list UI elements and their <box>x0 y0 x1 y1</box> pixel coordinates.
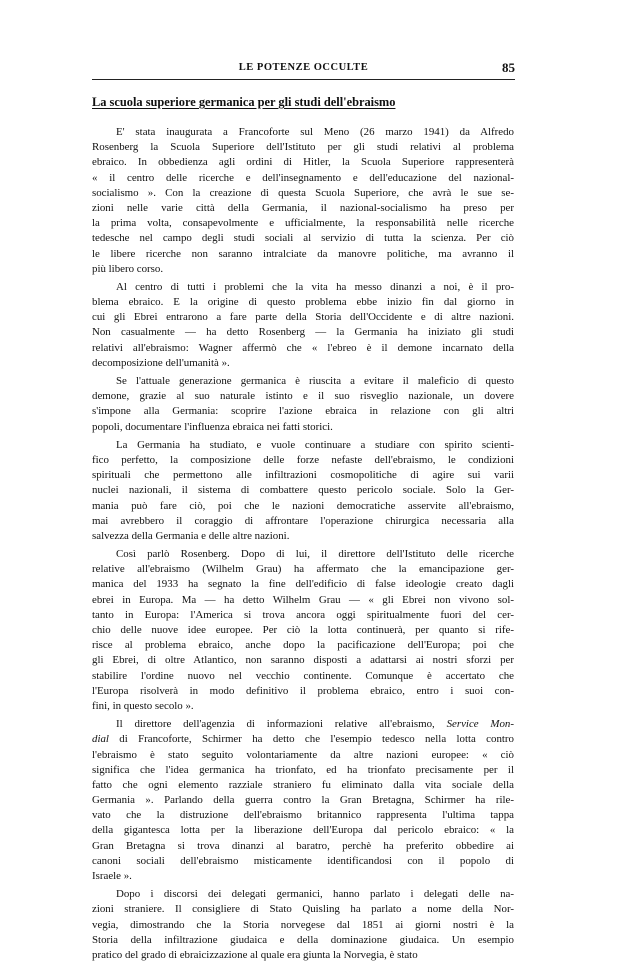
paragraph <box>92 280 514 371</box>
text-line: pratico del grado di ebraicizzazione al quale era giunta la Norvegia, è stato <box>92 948 418 961</box>
paragraph <box>92 547 514 714</box>
text-line: gli Ebrei, di oltre Atlantico, non saranno disposti a adattarsi ai nostri sforzi per <box>92 654 514 667</box>
text-line: demone, grazie al suo naturale istinto e il suo risveglio nazionale, un dovere <box>92 390 514 403</box>
text-line: ebrei in Europa. Ma — ha detto Wilhelm Grau — « gli Ebrei non vivono sol- <box>92 593 514 606</box>
text-line: manica del 1933 ha segnato la fine dell'edificio di false ideologie creato dagli <box>92 578 514 591</box>
text-line: ebraico. In obbedienza agli ordini di Hitler, la Scuola Superiore rappresenterà <box>92 156 514 169</box>
paragraph <box>92 374 514 435</box>
text-line: tanto in Europa: l'America si trova ancora oggi spiritualmente fuori del cer- <box>92 608 514 621</box>
text-line: Dopo i discorsi dei delegati germanici, hanno parlato i delegati delle na- <box>116 888 514 901</box>
text-line: Gran Bretagna si trova dinanzi al baratro, perchè ha preferito obbedire ai <box>92 839 514 852</box>
text-line: la prima volta, consapevolmente e ufficialmente, la responsabilità nelle ricerche <box>92 217 514 230</box>
text-line: Rosenberg la Scuola Superiore dell'Istituto per gli studi relativi al problema <box>92 141 514 154</box>
text-line: nuclei nazionali, il sistema di combattere questo pericolo sociale. Solo la Ger- <box>92 484 514 497</box>
text-line: Il direttore dell'agenzia di informazioni relative all'ebraismo, Service Mon- <box>116 718 514 731</box>
text-line: tedesche nel campo degli studi sociali al servizio di tutta la scienza. Per ciò <box>92 232 514 245</box>
text-line: le libere ricerche non saranno intralciate da manovre politiche, ma avranno il <box>92 247 514 260</box>
text-line: risce al problema ebraico, anche dopo la pacificazione dell'Europa; poi che <box>92 639 514 652</box>
text-line: E' stata inaugurata a Francoforte sul Meno (26 marzo 1941) da Alfredo <box>116 126 514 138</box>
text-line: « il centro delle ricerche e dell'insegnamento e dell'educazione del nazional- <box>92 171 514 184</box>
text-line: della gigantesca lotta per la liberazione dell'Europa dal pericolo ebraico: « la <box>92 824 514 837</box>
paragraph <box>92 438 514 544</box>
text-line: spirituali che permettono alle infiltrazioni cosmopolitiche di agire sui varii <box>92 469 514 482</box>
text-line: Così parlò Rosenberg. Dopo di lui, il direttore dell'Istituto delle ricerche <box>116 548 514 561</box>
running-title: LE POTENZE OCCULTE <box>238 62 369 73</box>
text-line: mai avrebbero il coraggio di affrontare l'operazione chirurgica necessaria alla <box>92 514 514 527</box>
text-line: significa che l'idea germanica ha trionfato, ed ha trionfato precisamente per il <box>92 763 514 776</box>
paragraph <box>92 717 514 884</box>
text-line: relativi all'ebraismo: Wagner affermò che « l'ebreo è il demone incarnato della <box>92 341 514 354</box>
text-line: stabilire l'ordine nuovo nel vecchio continente. Comunque è accertato che <box>92 669 514 682</box>
text-line: cui gli Ebrei entrarono a fare parte della Storia dell'Occidente e di altre nazioni. <box>92 311 514 324</box>
text-line: Se l'attuale generazione germanica è riuscita a evitare il maleficio di questo <box>116 375 514 387</box>
text-line: fatto che ogni elemento razziale straniero fu eliminato dalla vita sociale della <box>92 778 514 791</box>
text-line: vegia, dimostrando che la Storia norvegese dal 1851 ai giorni nostri è la <box>92 918 514 931</box>
text-line: Storia della infiltrazione giudaica e della dominazione giudaica. Un esempio <box>92 933 514 946</box>
text-line: dial di Francoforte, Schirmer ha detto che l'esempio tedesco nella lotta contro <box>92 733 514 746</box>
body-text <box>92 125 514 963</box>
text-line: relative all'ebraismo (Wilhelm Grau) ha affermato che la emancipazione ger- <box>92 563 514 576</box>
running-head <box>92 62 515 76</box>
text-line: socialismo ». Con la creazione di questa Scuola Superiore, che avrà le sue se- <box>92 186 514 199</box>
text-line: mania può fare ciò, poi che le nazioni democratiche asservite all'ebraismo, <box>92 499 514 512</box>
text-line: l'ebraismo è stato seguito volontariamente da altre nazioni europee: « ciò <box>92 748 514 761</box>
section-title: La scuola superiore germanica per gli studi dell'ebraismo <box>92 95 396 109</box>
text-line: decomposizione dell'umanità ». <box>92 356 230 369</box>
text-line: s'impone alla Germania: scoprire l'azione ebraica in relazione con gli altri <box>92 405 514 418</box>
text-line: popoli, documentare l'influenza ebraica nei fatti storici. <box>92 420 333 433</box>
text-line: Germania ». Parlando della guerra contro la Gran Bretagna, Schirmer ha rile- <box>92 794 514 807</box>
text-line: Al centro di tutti i problemi che la vita ha messo dinanzi a noi, è il pro- <box>116 280 514 293</box>
page-number: 85 <box>502 60 515 75</box>
text-line: più libero corso. <box>92 262 164 275</box>
text-line: Non casualmente — ha detto Rosenberg — la Germania ha iniziato gli studi <box>92 326 514 339</box>
text-line: Israele ». <box>92 870 132 882</box>
text-line: La Germania ha studiato, e vuole continuare a studiare con spirito scienti- <box>116 438 514 451</box>
text-line: chio delle nuove idee europee. Per ciò la lotta continuerà, per quanto si rife- <box>92 624 514 636</box>
text-line: vato che la distruzione dell'ebraismo britannico rappresenta l'ultima tappa <box>92 809 514 822</box>
text-line: zioni nelle varie città della Germania, il nazional-socialismo ha preso per <box>92 201 514 214</box>
text-line: zioni straniere. Il consigliere di Stato Quisling ha parlato a nome della Nor- <box>92 903 514 916</box>
text-line: canoni sociali dell'ebraismo misticamente identificandosi con il popolo di <box>92 854 514 867</box>
text-line: fini, in questo secolo ». <box>92 699 194 712</box>
header-rule <box>92 79 515 80</box>
text-line: blema ebraico. E la origine di questo problema ebbe inizio fin dal giorno in <box>92 296 514 309</box>
paragraph <box>92 125 514 277</box>
text-line: salvezza della Germania e delle altre nazioni. <box>92 529 290 542</box>
paragraph <box>92 887 514 963</box>
text-line: fico perfetto, la composizione delle forze nefaste dell'ebraismo, le condizioni <box>92 453 514 466</box>
text-line: l'Europa risolverà in modo definitivo il problema ebraico, entro i suoi con- <box>92 684 514 697</box>
